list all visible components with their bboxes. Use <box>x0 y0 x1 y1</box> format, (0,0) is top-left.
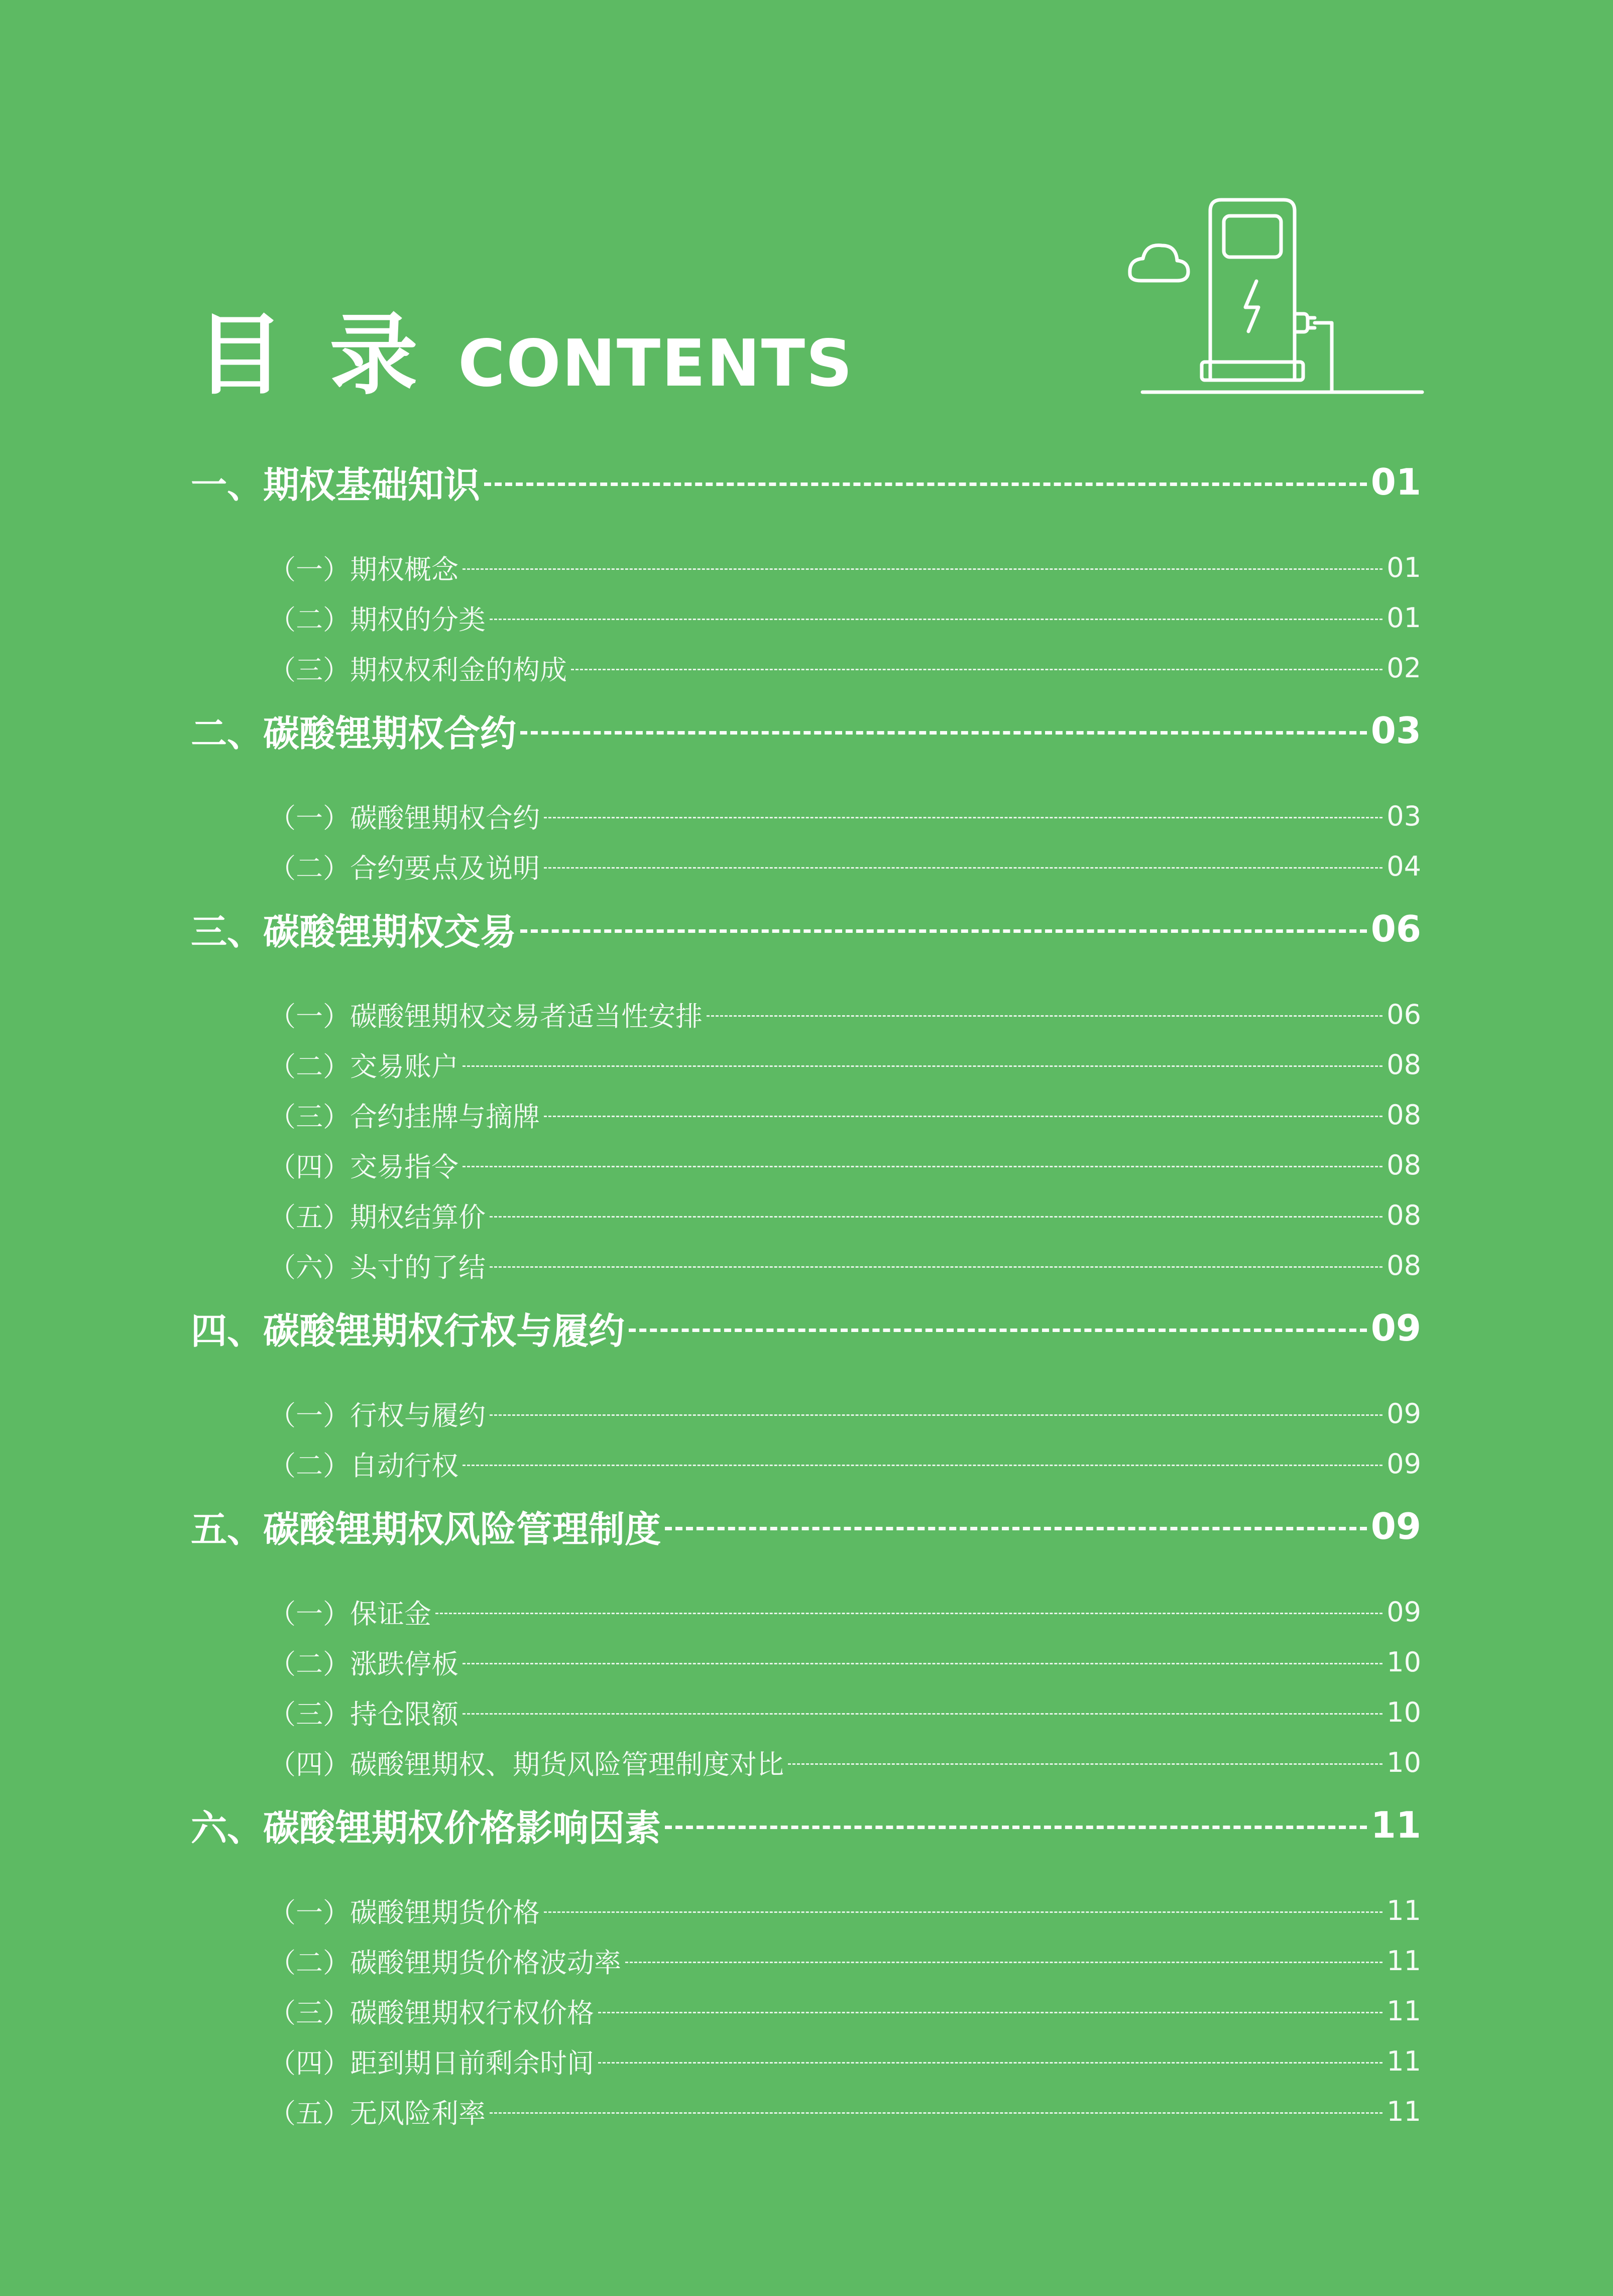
toc-entry-title: （一）保证金 <box>269 1598 431 1630</box>
dotted-leader <box>544 817 1382 818</box>
toc-entry[interactable] <box>269 1092 1421 1137</box>
toc-entry-title: （二）合约要点及说明 <box>269 852 540 884</box>
toc-entry-page: 09 <box>1387 1447 1421 1480</box>
toc-entry-page: 02 <box>1387 652 1421 684</box>
dotted-leader <box>463 1166 1382 1167</box>
toc-entry-title: （三）碳酸锂期权行权价格 <box>269 1997 594 2029</box>
toc-entry-title: （一）碳酸锂期权合约 <box>269 802 540 834</box>
toc-entry-title: （一）碳酸锂期权交易者适当性安排 <box>269 1000 703 1032</box>
toc-section-page: 03 <box>1370 709 1421 752</box>
toc-entry-page: 08 <box>1387 1249 1421 1281</box>
toc-entry-page: 08 <box>1387 1099 1421 1131</box>
dotted-leader <box>571 669 1382 670</box>
toc-section[interactable] <box>191 459 1421 505</box>
toc-entry[interactable] <box>269 1589 1421 1634</box>
toc-entry-page: 09 <box>1387 1596 1421 1628</box>
toc-section[interactable] <box>191 1802 1421 1848</box>
dotted-leader <box>490 1414 1382 1416</box>
toc-entry[interactable] <box>269 2038 1421 2084</box>
toc-entry[interactable] <box>269 1192 1421 1238</box>
toc-entry-page: 09 <box>1387 1397 1421 1429</box>
dotted-leader <box>463 568 1382 570</box>
toc-entry[interactable] <box>269 595 1421 640</box>
toc-section-title: 六、碳酸锂期权价格影响因素 <box>191 1807 661 1849</box>
dotted-leader <box>598 2062 1382 2064</box>
toc-entry-title: （一）行权与履约 <box>269 1399 486 1431</box>
toc-entry-page: 11 <box>1387 1995 1421 2027</box>
title-english: CONTENTS <box>458 326 854 401</box>
toc-section-title: 四、碳酸锂期权行权与履约 <box>191 1310 625 1352</box>
toc-entry-page: 08 <box>1387 1149 1421 1181</box>
toc-entry-title: （一）碳酸锂期货价格 <box>269 1896 540 1928</box>
toc-section-page: 01 <box>1370 461 1421 503</box>
toc-entry[interactable] <box>269 843 1421 889</box>
toc-entry-title: （五）期权结算价 <box>269 1201 486 1233</box>
toc-entry-title: （三）持仓限额 <box>269 1698 458 1730</box>
toc-entry[interactable] <box>269 1740 1421 1785</box>
toc-entry-page: 11 <box>1387 2095 1421 2127</box>
toc-section-page: 06 <box>1370 908 1421 950</box>
toc-entry-page: 10 <box>1387 1746 1421 1778</box>
dotted-leader <box>520 731 1367 735</box>
dotted-leader <box>707 1015 1382 1017</box>
toc-entry-title: （四）交易指令 <box>269 1151 458 1183</box>
toc-entry-page: 11 <box>1387 1894 1421 1926</box>
dotted-leader <box>520 929 1367 933</box>
toc-entry-page: 03 <box>1387 800 1421 832</box>
dotted-leader <box>788 1763 1382 1765</box>
dotted-leader <box>625 1962 1382 1963</box>
dotted-leader <box>598 2012 1382 2013</box>
dotted-leader <box>544 1116 1382 1117</box>
toc-entry-page: 08 <box>1387 1048 1421 1080</box>
dotted-leader <box>544 1911 1382 1913</box>
dotted-leader <box>484 482 1367 486</box>
toc-entry-title: （四）距到期日前剩余时间 <box>269 2047 594 2079</box>
toc-entry[interactable] <box>269 1888 1421 1933</box>
toc-entry-title: （六）头寸的了结 <box>269 1251 486 1283</box>
dotted-leader <box>490 2112 1382 2114</box>
toc-entry-page: 04 <box>1387 850 1421 882</box>
toc-entry[interactable] <box>269 1689 1421 1735</box>
toc-entry-title: （四）碳酸锂期权、期货风险管理制度对比 <box>269 1748 784 1780</box>
dotted-leader <box>544 867 1382 869</box>
toc-entry-page: 01 <box>1387 601 1421 634</box>
toc-entry-page: 06 <box>1387 998 1421 1030</box>
toc-entry[interactable] <box>269 545 1421 590</box>
title-chinese: 目录 <box>196 304 464 407</box>
toc-entry-page: 11 <box>1387 1945 1421 1977</box>
toc-entry[interactable] <box>269 2089 1421 2134</box>
toc-section[interactable] <box>191 906 1421 951</box>
dotted-leader <box>665 1826 1367 1829</box>
dotted-leader <box>463 1065 1382 1067</box>
dotted-leader <box>463 1465 1382 1466</box>
toc-entry-title: （三）期权权利金的构成 <box>269 654 567 686</box>
toc-entry[interactable] <box>269 1938 1421 1983</box>
toc-entry-page: 10 <box>1387 1696 1421 1728</box>
toc-section-title: 一、期权基础知识 <box>191 464 481 506</box>
toc-section-title: 五、碳酸锂期权风险管理制度 <box>191 1508 661 1550</box>
toc-section-title: 三、碳酸锂期权交易 <box>191 911 517 953</box>
toc-entry-title: （二）涨跌停板 <box>269 1648 458 1680</box>
toc-entry[interactable] <box>269 1391 1421 1436</box>
toc-entry-page: 11 <box>1387 2045 1421 2077</box>
toc-entry-title: （二）期权的分类 <box>269 603 486 636</box>
toc-entry-title: （三）合约挂牌与摘牌 <box>269 1101 540 1133</box>
dotted-leader <box>629 1328 1367 1332</box>
toc-section-page: 09 <box>1370 1505 1421 1547</box>
toc-entry[interactable] <box>269 1243 1421 1288</box>
toc-entry[interactable] <box>269 992 1421 1037</box>
toc-entry-title: （一）期权概念 <box>269 553 458 585</box>
toc-entry[interactable] <box>269 1042 1421 1087</box>
toc-entry-title: （五）无风险利率 <box>269 2097 486 2129</box>
toc-entry[interactable] <box>269 1142 1421 1187</box>
toc-entry-title: （二）自动行权 <box>269 1449 458 1482</box>
dotted-leader <box>665 1527 1367 1530</box>
toc-entry[interactable] <box>269 645 1421 690</box>
dotted-leader <box>463 1713 1382 1715</box>
toc-section-page: 09 <box>1370 1307 1421 1349</box>
toc-entry[interactable] <box>269 793 1421 838</box>
toc-section-title: 二、碳酸锂期权合约 <box>191 712 517 755</box>
toc-section-page: 11 <box>1370 1804 1421 1846</box>
dotted-leader <box>490 619 1382 620</box>
toc-section[interactable] <box>191 1305 1421 1351</box>
toc-entry[interactable] <box>269 1639 1421 1684</box>
toc-entry-page: 10 <box>1387 1646 1421 1678</box>
toc-entry-title: （二）碳酸锂期货价格波动率 <box>269 1947 621 1979</box>
toc-entry-title: （二）交易账户 <box>269 1050 458 1082</box>
toc-entry[interactable] <box>269 1441 1421 1486</box>
dotted-leader <box>435 1613 1382 1614</box>
toc-entry-page: 01 <box>1387 551 1421 583</box>
toc-section[interactable] <box>191 1504 1421 1549</box>
dotted-leader <box>463 1663 1382 1664</box>
toc-entry-page: 08 <box>1387 1199 1421 1231</box>
toc-section[interactable] <box>191 708 1421 753</box>
dotted-leader <box>490 1266 1382 1268</box>
toc-entry[interactable] <box>269 1988 1421 2033</box>
dotted-leader <box>490 1216 1382 1218</box>
